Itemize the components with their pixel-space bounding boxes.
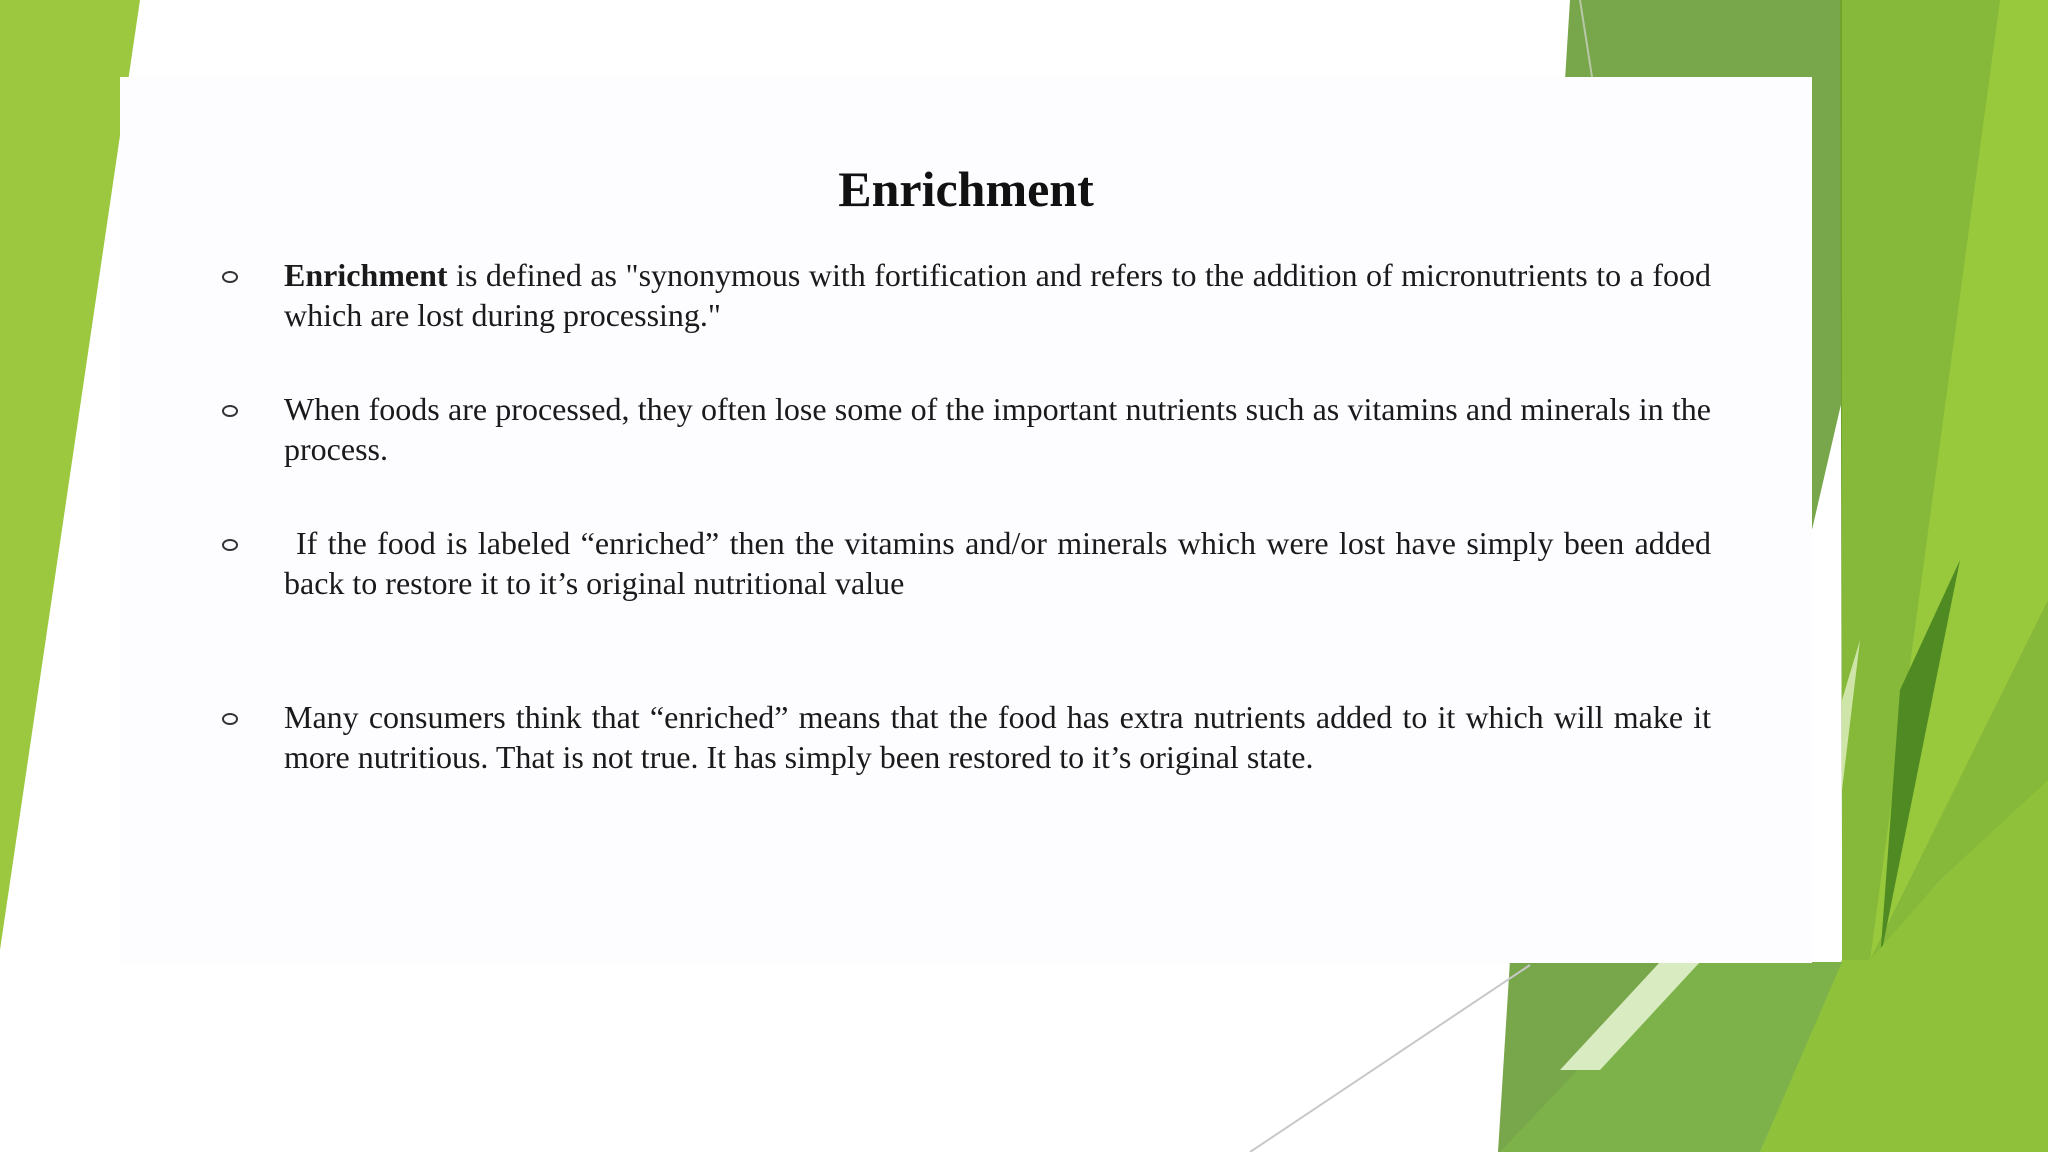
content-card [120,77,1812,963]
bullet-text: If the food is labeled “enriched” then the vitamins and/or minerals which were lost have simply been added back to restore it to it’s original nutritional value [284,525,1711,601]
hollow-circle-bullet-icon [222,539,238,551]
bullet-body: is defined as "synonymous with fortification and refers to the addition of micronutrients to a food which are lost during processing." [284,257,1711,333]
hollow-circle-bullet-icon [222,271,238,283]
bullet-lead-term: Enrichment [284,257,448,293]
hollow-circle-bullet-icon [222,713,238,725]
bullet-list [120,77,1812,963]
thin-diagonal-line [1250,965,1530,1152]
hollow-circle-bullet-icon [222,405,238,417]
left-green-wedge [0,0,140,950]
bullet-text: Many consumers think that “enriched” means that the food has extra nutrients added to it which will make it more nutritious. That is not true. It has simply been restored to it’s original state. [284,699,1711,775]
bullet-text: When foods are processed, they often lose some of the important nutrients such as vitamins and minerals in the process. [284,391,1711,467]
bullet-text [284,255,1711,335]
slide-title: Enrichment [838,161,1094,217]
